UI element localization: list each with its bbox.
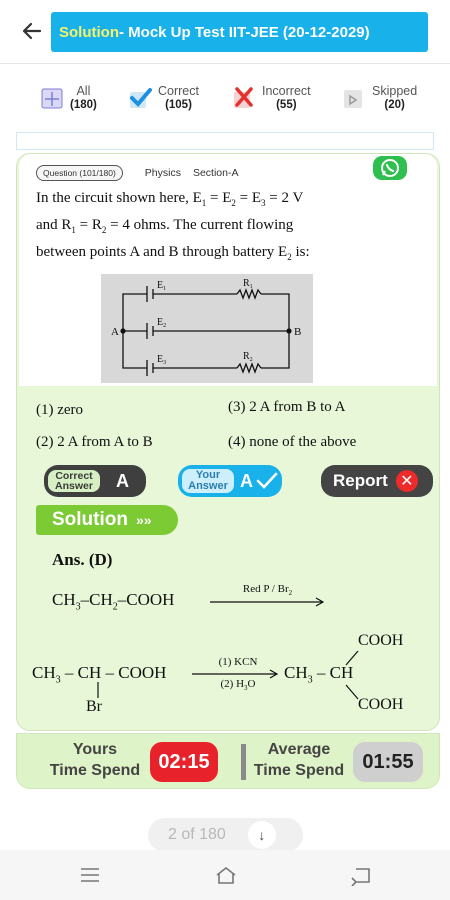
arrow-down-icon[interactable]: ↓ [248, 821, 276, 849]
reaction-2-reagent-bottom: (2) $H_3O$ [220, 678, 256, 693]
section-label: Section-A [192, 167, 239, 179]
subject-label: Physics [144, 167, 181, 179]
yours-time-label: Yours Time Spend [49, 741, 141, 779]
filter-incorrect-count: (55) [276, 99, 297, 111]
back-nav-icon[interactable] [350, 864, 374, 886]
filter-skipped-label: Skipped [372, 84, 418, 98]
reaction-1-arrow [208, 597, 326, 607]
circuit-diagram [101, 274, 313, 383]
pager-text: 2 of 180 [168, 826, 226, 843]
battery-e3-label: $E_3$ [157, 354, 167, 366]
time-divider [241, 744, 246, 780]
battery-e2-label: $E_2$ [157, 317, 167, 329]
skip-icon [342, 86, 366, 110]
check-icon [128, 86, 152, 110]
option-1: (1) zero [36, 402, 84, 418]
question-header [36, 163, 239, 183]
node-b-label: B [294, 326, 302, 338]
yours-time-value: 02:15 [150, 742, 218, 782]
filter-incorrect-label: Incorrect [262, 84, 311, 98]
checkmark-icon [256, 472, 278, 490]
reaction-2-product: $CH_3$ – CH [284, 663, 354, 686]
filter-skipped-count: (20) [384, 99, 405, 111]
close-icon: ✕ [396, 470, 418, 492]
system-nav-bar [0, 850, 450, 900]
resistor-r2-label: $R_2$ [243, 351, 253, 363]
report-label: Report [333, 471, 388, 490]
question-text [36, 187, 432, 268]
chevrons-right-icon: »» [135, 512, 152, 528]
average-time-label: Average Time Spend [253, 741, 345, 779]
page-title [51, 12, 428, 52]
report-button[interactable] [321, 465, 433, 497]
carboxyl-top: COOH [358, 632, 404, 649]
question-line-2: and $R_1 = R_2 = 4$ ohms. The current flowing [36, 217, 294, 235]
your-answer-tag: Your Answer [182, 469, 234, 493]
filter-skipped[interactable] [342, 80, 417, 116]
whatsapp-share-icon[interactable] [372, 155, 408, 181]
filter-bar [0, 66, 450, 130]
average-time-value: 01:55 [353, 742, 423, 782]
filter-correct-label: Correct [158, 84, 199, 98]
solution-tag: Solution »» [36, 505, 178, 535]
bromo-substituent: Br [86, 698, 102, 715]
back-arrow-icon[interactable] [20, 19, 44, 43]
question-number-badge: Question (101/180) [36, 165, 123, 181]
answer-label: Ans. (D) [52, 550, 113, 569]
resistor-r1-label: $R_1$ [243, 278, 253, 290]
divider-bar [16, 132, 434, 150]
time-spend-bar [16, 733, 440, 789]
filter-correct[interactable] [128, 80, 199, 116]
node-a-label: A [111, 326, 119, 338]
filter-all-label: All [76, 84, 91, 98]
question-line-1: In the circuit shown here, $E_1 = E_2 = E_3 = 2$ V [36, 190, 304, 208]
correct-answer-letter: A [116, 470, 129, 491]
filter-incorrect[interactable] [232, 80, 311, 116]
question-pager [148, 818, 303, 852]
menu-icon[interactable] [78, 864, 102, 886]
your-answer-letter: A [240, 470, 253, 491]
home-icon[interactable] [214, 864, 238, 886]
option-2: (2) 2 A from A to B [36, 434, 153, 450]
title-highlight: Solution [59, 23, 119, 41]
filter-all-count: (180) [70, 99, 97, 111]
option-3: (3) 2 A from B to A [228, 399, 346, 415]
question-line-3: between points A and B through battery $E_2$ is: [36, 244, 310, 262]
grid-icon [40, 86, 64, 110]
your-answer-pill [178, 465, 282, 497]
filter-all[interactable] [40, 80, 97, 116]
reaction-1: $CH_3-CH_2$–COOH [52, 590, 175, 613]
correct-answer-tag: Correct Answer [48, 470, 100, 492]
reaction-2-reactant: $CH_3$ – CH – COOH [32, 663, 167, 686]
option-4: (4) none of the above [228, 434, 357, 450]
reaction-1-reagent: Red P / $Br_2$ [242, 583, 293, 598]
correct-answer-pill [44, 465, 146, 497]
bond-line [95, 682, 101, 698]
filter-correct-count: (105) [165, 99, 192, 111]
cross-icon [232, 86, 256, 110]
carboxyl-bottom: COOH [358, 696, 404, 713]
battery-e1-label: $E_1$ [157, 280, 167, 292]
app-header [0, 0, 450, 64]
title-rest: - Mock Up Test IIT-JEE (20-12-2029) [119, 23, 370, 41]
reaction-2-reagent-top: (1) KCN [218, 656, 258, 668]
